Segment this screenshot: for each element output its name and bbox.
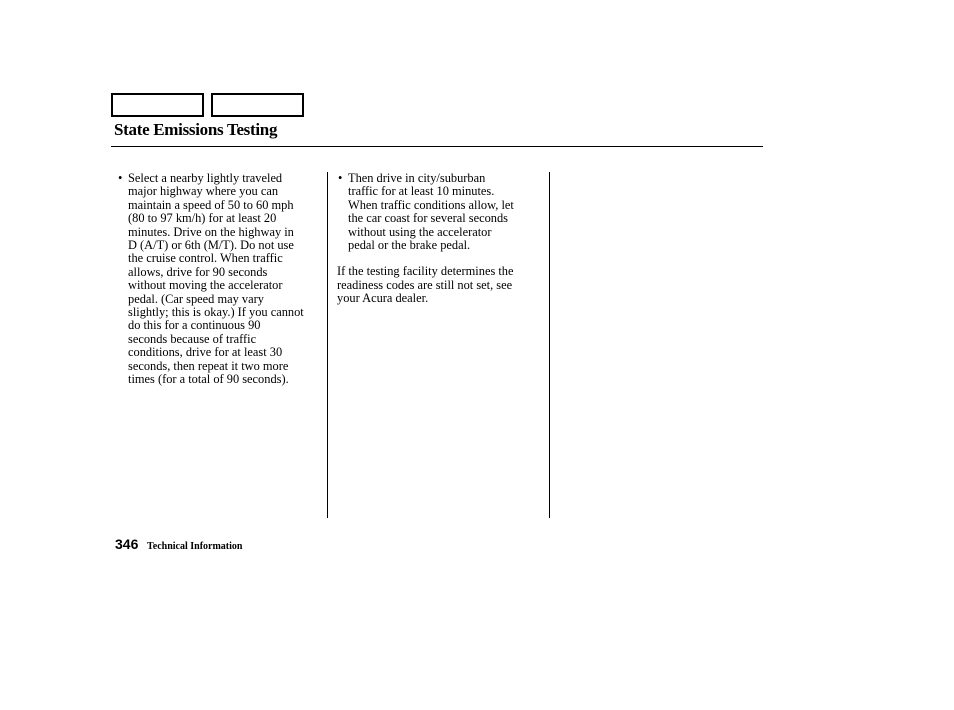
nav-tab-box-2[interactable] <box>211 93 304 117</box>
text-line: minutes. Drive on the highway in <box>128 224 294 239</box>
text-line: pedal or the brake pedal. <box>348 238 471 253</box>
text-line: When traffic conditions allow, let <box>348 197 514 212</box>
text-line: Select a nearby lightly traveled <box>128 171 283 185</box>
section-label: Technical Information <box>147 541 243 552</box>
text-column-1 <box>117 172 322 387</box>
text-line: seconds, then repeat it two more <box>128 358 289 373</box>
text-column-2 <box>337 172 542 306</box>
text-line: seconds because of traffic <box>128 331 257 346</box>
text-line: readiness codes are still not set, see <box>337 277 513 292</box>
text-line: the cruise control. When traffic <box>128 251 283 266</box>
bullet-item <box>117 172 322 387</box>
text-line: D (A/T) or 6th (M/T). Do not use <box>128 238 294 253</box>
text-line: allows, drive for 90 seconds <box>128 264 268 279</box>
text-line: times (for a total of 90 seconds). <box>128 372 289 387</box>
text-line: If the testing facility determines the <box>337 264 514 279</box>
paragraph <box>337 265 542 305</box>
text-line: traffic for at least 10 minutes. <box>348 184 495 199</box>
bullet-marker: • <box>338 171 343 185</box>
text-line: maintain a speed of 50 to 60 mph <box>128 197 294 212</box>
text-line: conditions, drive for at least 30 <box>128 345 283 360</box>
page-number: 346 <box>115 536 139 552</box>
bullet-marker: • <box>118 171 123 185</box>
text-line: without moving the accelerator <box>128 278 283 293</box>
text-line: major highway where you can <box>128 184 279 199</box>
text-line: Then drive in city/suburban <box>348 171 486 185</box>
text-line: pedal. (Car speed may vary <box>128 291 264 306</box>
title-divider <box>111 146 763 147</box>
bullet-item <box>337 172 542 252</box>
column-divider-2 <box>549 172 550 518</box>
text-line: do this for a continuous 90 <box>128 318 261 333</box>
text-line: without using the accelerator <box>348 224 492 239</box>
nav-tab-box-1[interactable] <box>111 93 204 117</box>
column-divider-1 <box>327 172 328 518</box>
text-line: the car coast for several seconds <box>348 211 508 226</box>
page-title: State Emissions Testing <box>114 120 278 139</box>
text-line: slightly; this is okay.) If you cannot <box>128 305 304 320</box>
text-line: your Acura dealer. <box>337 291 429 306</box>
text-line: (80 to 97 km/h) for at least 20 <box>128 211 277 226</box>
